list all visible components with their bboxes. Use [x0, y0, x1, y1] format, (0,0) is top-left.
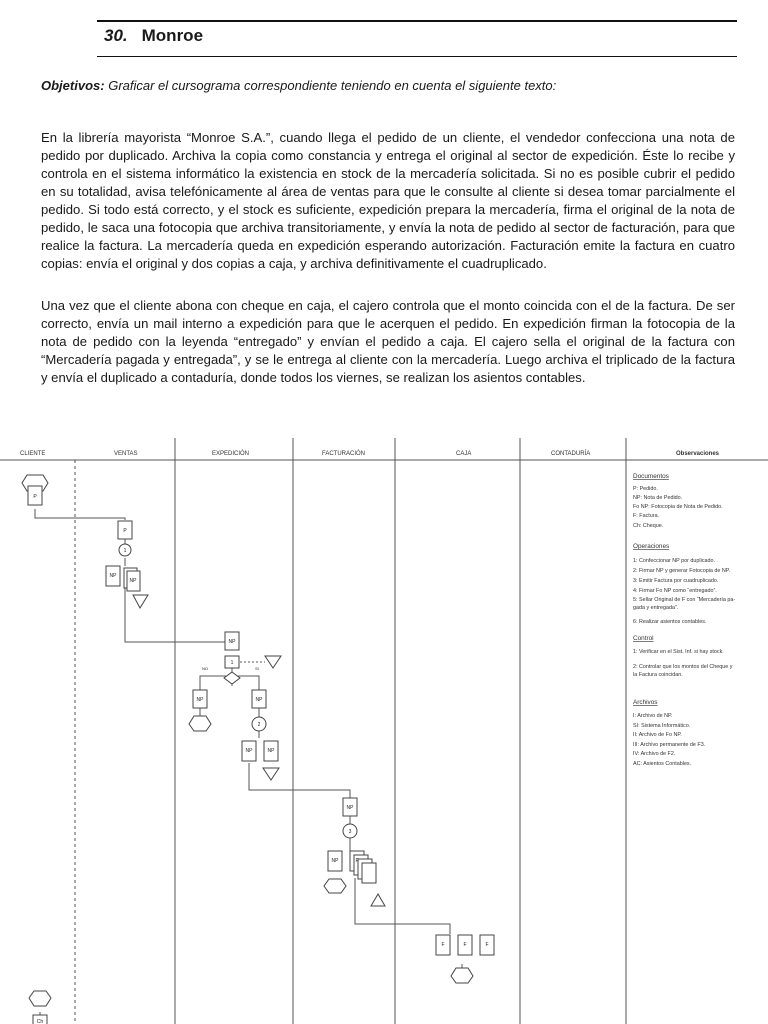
- terminal-hexagon: [324, 879, 346, 893]
- obs-op: 3: Emitir Factura por cuadruplicado.: [633, 578, 719, 584]
- header-top-rule: [97, 20, 737, 22]
- obs-archivos-title: Archivos: [633, 699, 658, 706]
- col-observaciones: Observaciones: [676, 451, 720, 457]
- obs-doc: Fo NP: Fotocopia de Nota de Pedido.: [633, 504, 723, 510]
- objectives-label: Objetivos:: [41, 78, 105, 93]
- obs-op: 1: Confeccionar NP por duplicado.: [633, 558, 716, 564]
- obs-operaciones-title: Operaciones: [633, 543, 670, 550]
- obs-op: 6: Realizar asientos contables.: [633, 619, 707, 625]
- obs-arch: I: Archivo de NP.: [633, 713, 673, 719]
- terminal-hexagon: [451, 968, 473, 983]
- doc-f-label: F: [463, 942, 467, 948]
- exercise-title: Monroe: [141, 26, 204, 45]
- obs-doc: P: Pedido.: [633, 486, 658, 492]
- doc-np-label: NP: [331, 858, 339, 864]
- obs-arch: AC: Asientos Contables.: [633, 761, 692, 767]
- doc-factura-copy: [362, 863, 376, 883]
- flow-line: [238, 676, 259, 690]
- paragraph-1: En la librería mayorista “Monroe S.A.”, cuando llega el pedido de un cliente, el vendedor confecciona una nota de pedido por duplicado. Archiva la copia como constancia y entrega el original al sector de expedición. Éste lo recibe y controla en el sistema informático la existencia en stock de la mercadería solicitada. Si no es posible cubrir el pedido en su totalidad, avisa telefónicamente al área de ventas para que le consulte al cliente si desea tomar parcialmente el pedido. Si todo está correcto, y el stock es suficiente, expedición prepara la mercadería, firma el original de la nota de pedido, le saca una fotocopia que archiva transitoriamente, y envía la nota de pedido al sector de facturación, para que realice la factura. La mercadería queda en expedición esperando autorización. Facturación emite la factura en cuatro copias: envía el original y dos copias a caja, y archiva definitivamente el cuadruplicado.: [41, 130, 735, 271]
- obs-doc: Ch: Cheque.: [633, 523, 664, 529]
- archive-factura: [371, 894, 385, 906]
- doc-pedido-label: P: [33, 494, 37, 500]
- doc-np-label: NP: [129, 578, 137, 584]
- doc-cheque-label: Ch: [36, 1019, 44, 1024]
- obs-ctl: 2: Controlar que los montos del Cheque y: [633, 664, 733, 670]
- doc-np-label: NP: [346, 805, 354, 811]
- doc-f-label: F: [355, 858, 359, 864]
- decision-diamond: [224, 672, 240, 684]
- objectives-line: [41, 78, 741, 93]
- col-expedicion: EXPEDICIÓN: [212, 451, 250, 457]
- exercise-number: 30.: [104, 26, 128, 45]
- operation-3-label: 3: [348, 829, 352, 835]
- doc-np-label: NP: [228, 639, 236, 645]
- doc-f-label: F: [485, 942, 489, 948]
- obs-arch: II: Archivo de Fo NP.: [633, 732, 682, 738]
- doc-f-label: F: [441, 942, 445, 948]
- doc-np-label: NP: [255, 697, 263, 703]
- obs-op: 4: Firmar Fo NP como “entregado”.: [633, 588, 717, 594]
- obs-arch: SI: Sistema Informático.: [633, 723, 691, 729]
- operation-1-label: 1: [123, 548, 127, 554]
- flow-line: [35, 509, 125, 520]
- obs-op: gada y entregada”.: [633, 605, 679, 611]
- exercise-header: [104, 26, 203, 46]
- control-1-label: 1: [230, 660, 234, 666]
- obs-arch: III: Archivo permanente de F3.: [633, 742, 706, 748]
- decision-no: NO: [202, 666, 208, 671]
- obs-op: 2: Firmar NP y generar Fotocopia de NP.: [633, 568, 731, 574]
- archive-sistema: [265, 656, 281, 668]
- col-caja: CAJA: [456, 451, 472, 457]
- col-ventas: VENTAS: [114, 451, 138, 457]
- doc-fo-np-label: NP: [267, 748, 275, 754]
- objectives-text: Graficar el cursograma correspondiente teniendo en cuenta el siguiente texto:: [108, 78, 557, 93]
- obs-control-title: Control: [633, 635, 654, 642]
- obs-arch: IV: Archivo de F2.: [633, 751, 676, 757]
- terminal-hexagon: [189, 716, 211, 731]
- col-cliente: CLIENTE: [20, 451, 46, 457]
- flowchart: [0, 438, 768, 1024]
- operation-2-label: 2: [257, 722, 261, 728]
- decision-si: SI: [255, 666, 259, 671]
- archive-triangle: [133, 595, 148, 608]
- obs-documentos-title: Documentos: [633, 473, 669, 480]
- archive-fo-np: [263, 768, 279, 780]
- paragraph-2: Una vez que el cliente abona con cheque en caja, el cajero controla que el monto coincida con el de la factura. De ser correcto, envía un mail interno a expedición para que le acerquen el pedido. En expedición firman la fotocopia de la nota de pedido con la leyenda “entregado” y envían el pedido a caja. El cajero sella el original de la factura con “Mercadería pagada y entregada”, y se le entrega al cliente con la mercadería. Luego archiva el triplicado de la factura y envía el duplicado a contaduría, donde todos los viernes, se realizan los asientos contables.: [41, 298, 735, 385]
- doc-np-label: NP: [245, 748, 253, 754]
- header-bottom-rule: [97, 56, 737, 57]
- col-facturacion: FACTURACIÓN: [322, 451, 366, 457]
- doc-np-label: NP: [109, 573, 117, 579]
- doc-np-label: NP: [196, 697, 204, 703]
- obs-ctl: 1: Verificar en el Sist. Inf. si hay stock.: [633, 649, 724, 655]
- obs-doc: NP: Nota de Pedido.: [633, 495, 683, 501]
- obs-ctl: la Factura coincidan.: [633, 672, 683, 678]
- col-contaduria: CONTADURÍA: [551, 451, 591, 457]
- cliente-terminal-hexagon: [29, 991, 51, 1006]
- obs-doc: F: Factura.: [633, 513, 660, 519]
- doc-p-label: P: [123, 528, 127, 534]
- obs-op: 5: Sellar Original de F con “Mercadería pa-: [633, 597, 736, 603]
- flow-line: [355, 878, 450, 934]
- flow-line: [200, 676, 226, 690]
